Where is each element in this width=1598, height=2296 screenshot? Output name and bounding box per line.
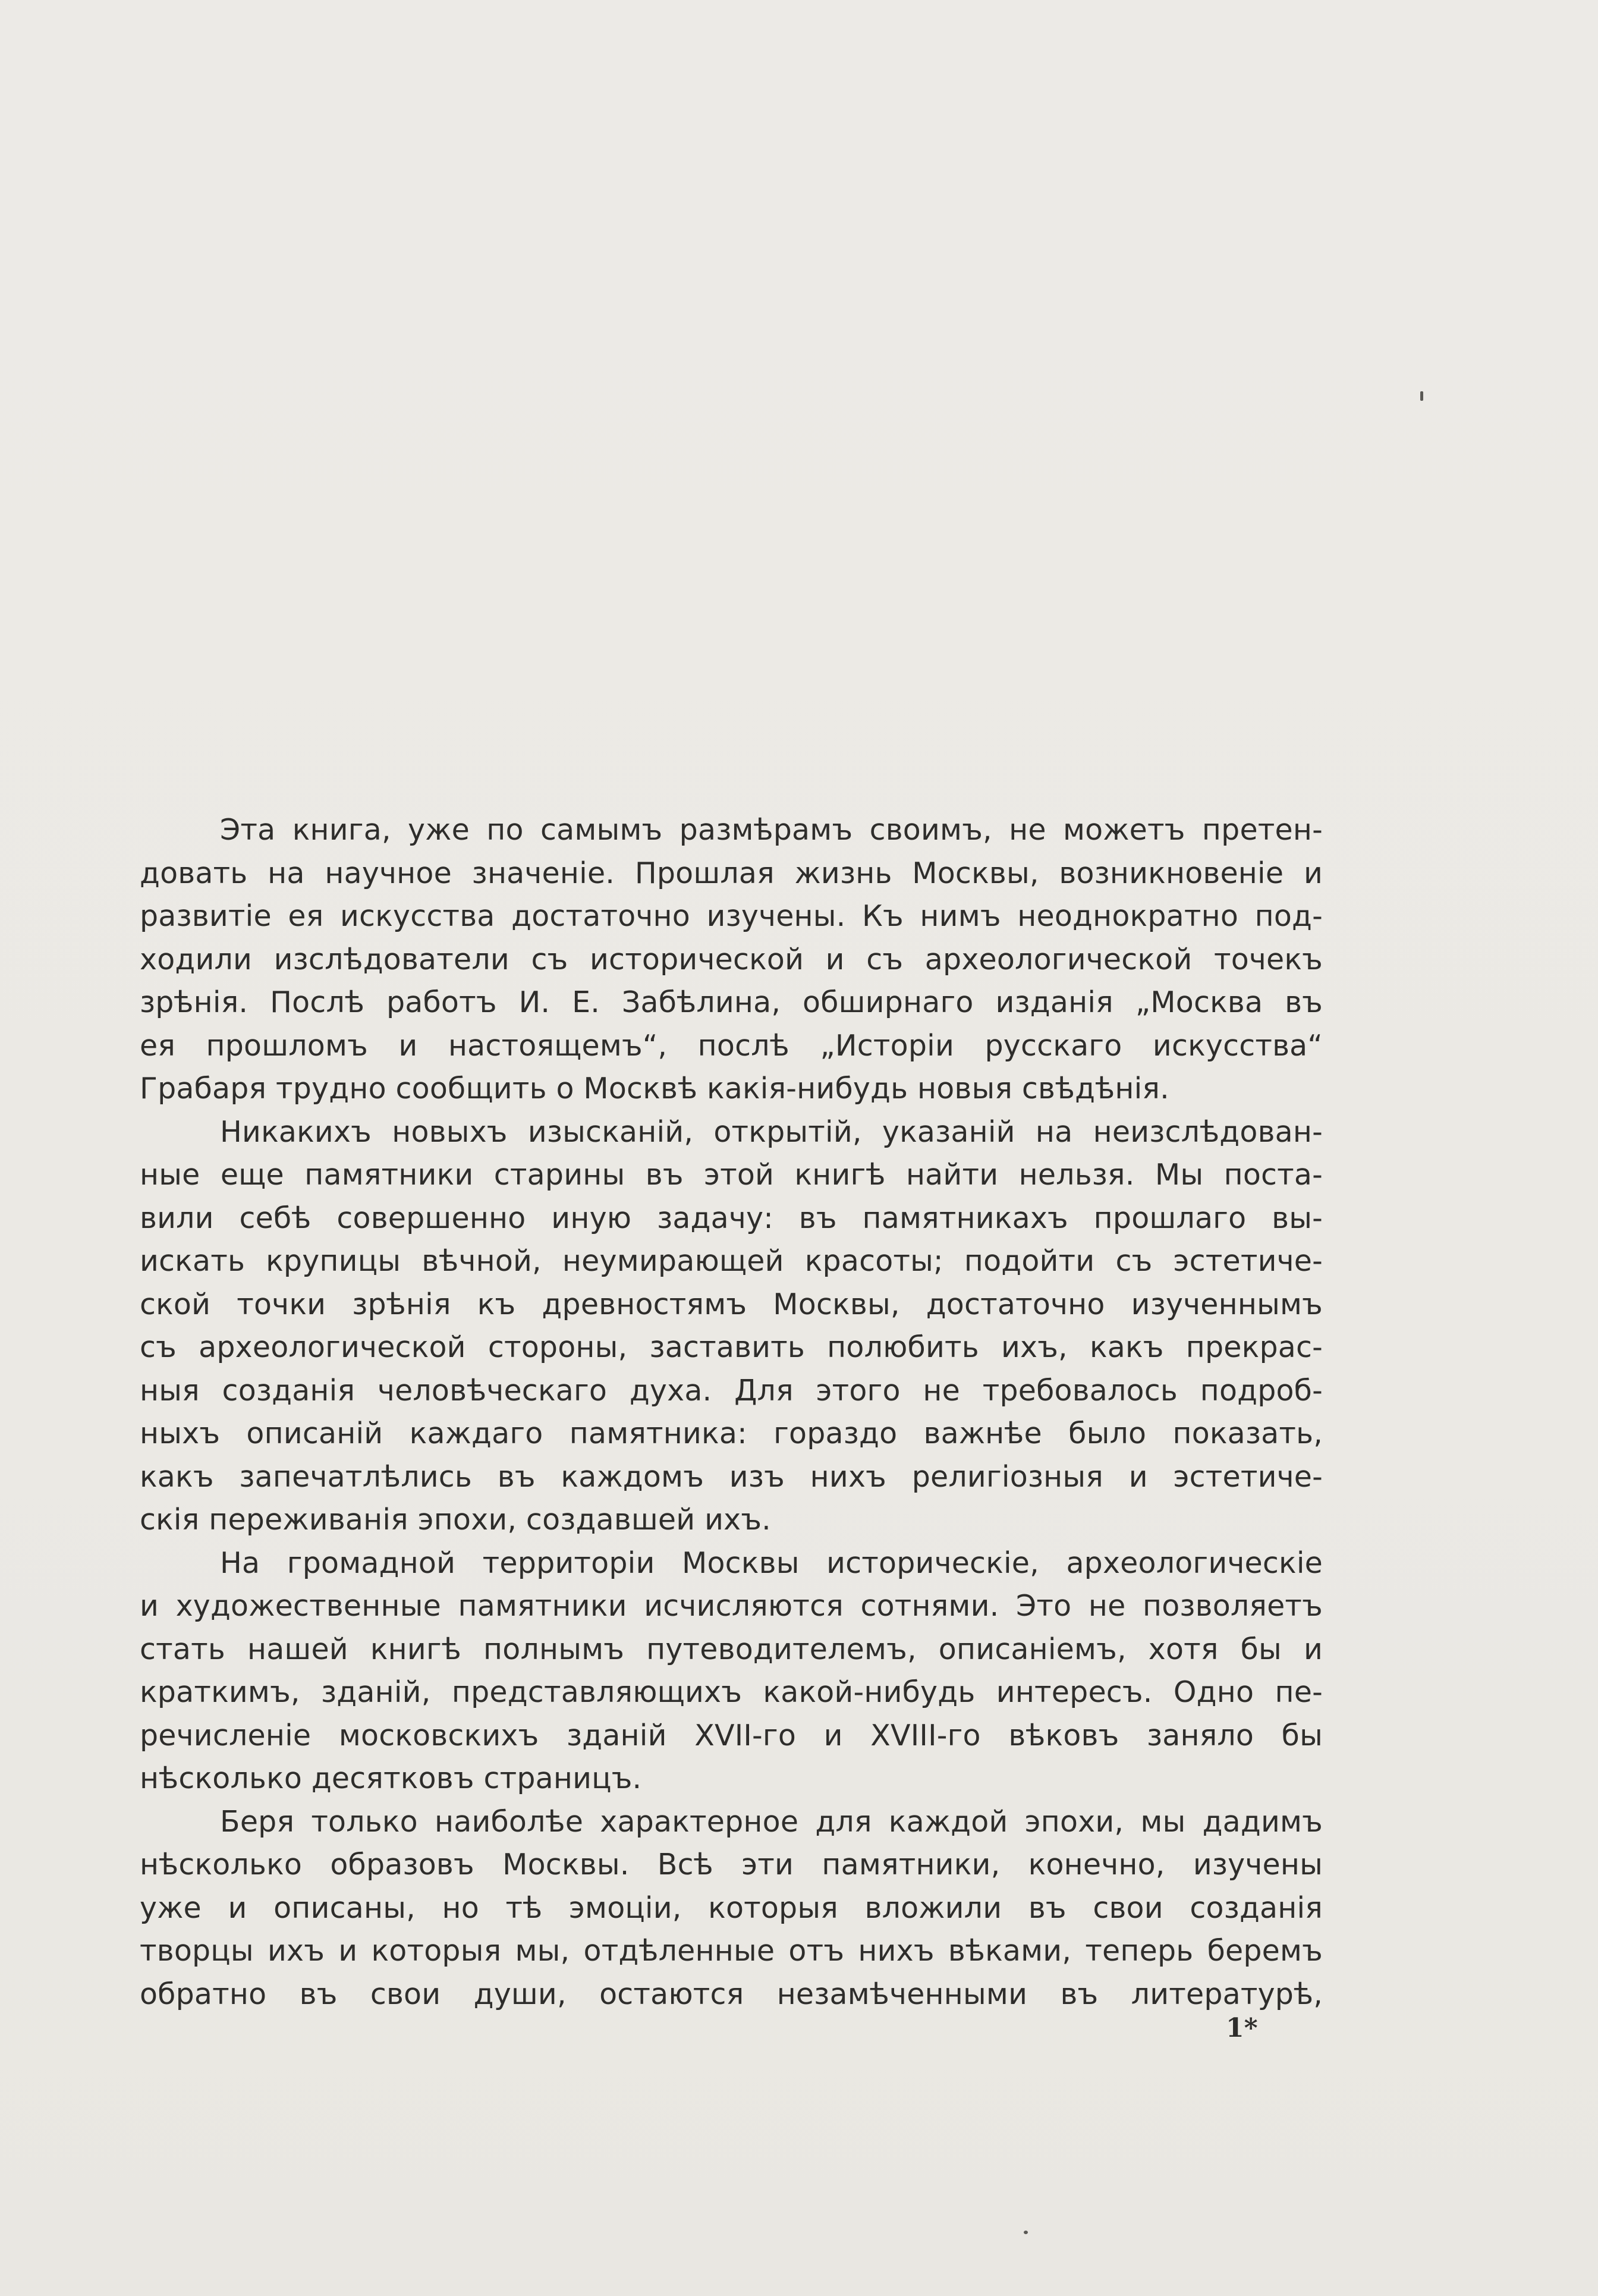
text-line: ные еще памятники старины въ этой книгѣ найти нельзя. Мы поста- <box>140 1158 1323 1192</box>
text-line: уже и описаны, но тѣ эмоцiи, которыя вложили въ свои созданiя <box>140 1890 1323 1925</box>
text-line: На громадной территорiи Москвы историческiе, археологическiе <box>220 1546 1323 1580</box>
text-line: развитiе ея искусства достаточно изучены. Къ нимъ неоднократно под- <box>140 899 1323 933</box>
text-line: нѣсколько десятковъ страницъ. <box>140 1761 642 1795</box>
text-line: ской точки зрѣнiя къ древностямъ Москвы, достаточно изученнымъ <box>140 1287 1323 1321</box>
paper-speck <box>1420 391 1423 401</box>
text-line: довать на научное значенiе. Прошлая жизнь Москвы, возникновенiе и <box>140 856 1323 890</box>
text-line: ея прошломъ и настоящемъ“, послѣ „Исторiи русскаго искусства“ <box>140 1028 1323 1063</box>
text-line: речисленiе московскихъ зданiй XVII-го и XVIII-го вѣковъ заняло бы <box>140 1718 1323 1752</box>
text-line: Эта книга, уже по самымъ размѣрамъ своимъ, не можетъ претен- <box>220 813 1323 847</box>
text-line: съ археологической стороны, заставить полюбить ихъ, какъ прекрас- <box>140 1330 1323 1364</box>
text-line: ходили изслѣдователи съ исторической и съ археологической точекъ <box>140 942 1323 976</box>
text-line: зрѣнiя. Послѣ работъ И. Е. Забѣлина, обширнаго изданiя „Москва въ <box>140 985 1323 1019</box>
paper-speck <box>1024 2231 1028 2234</box>
text-line: нѣсколько образовъ Москвы. Всѣ эти памятники, конечно, изучены <box>140 1848 1323 1882</box>
text-line: и художественные памятники исчисляются сотнями. Это не позволяетъ <box>140 1589 1323 1623</box>
text-line: ныя созданiя человѣческаго духа. Для этого не требовалось подроб- <box>140 1373 1323 1408</box>
text-line: Никакихъ новыхъ изысканiй, открытiй, указанiй на неизслѣдован- <box>220 1114 1323 1149</box>
text-line: вили себѣ совершенно иную задачу: въ памятникахъ прошлаго вы- <box>140 1201 1323 1235</box>
text-line: творцы ихъ и которыя мы, отдѣленные отъ нихъ вѣками, теперь беремъ <box>140 1934 1323 1968</box>
text-line: обратно въ свои души, остаются незамѣченными въ литературѣ, <box>140 1977 1323 2011</box>
text-line: краткимъ, зданiй, представляющихъ какой-нибудь интересъ. Одно пе- <box>140 1675 1323 1709</box>
text-line: скiя переживанiя эпохи, создавшей ихъ. <box>140 1503 771 1537</box>
text-line: искать крупицы вѣчной, неумирающей красоты; подойти съ эстетиче- <box>140 1244 1323 1278</box>
page-number: 1* <box>1226 2013 1258 2043</box>
text-line: ныхъ описанiй каждаго памятника: гораздо важнѣе было показать, <box>140 1416 1323 1450</box>
text-line: Беря только наиболѣе характерное для каждой эпохи, мы дадимъ <box>220 1804 1323 1839</box>
text-line: Грабаря трудно сообщить о Москвѣ какiя-нибудь новыя свѣдѣнiя. <box>140 1072 1169 1105</box>
text-line: стать нашей книгѣ полнымъ путеводителемъ, описанiемъ, хотя бы и <box>140 1632 1323 1666</box>
body-text <box>140 809 1323 2016</box>
text-line: какъ запечатлѣлись въ каждомъ изъ нихъ религiозныя и эстетиче- <box>140 1459 1323 1494</box>
